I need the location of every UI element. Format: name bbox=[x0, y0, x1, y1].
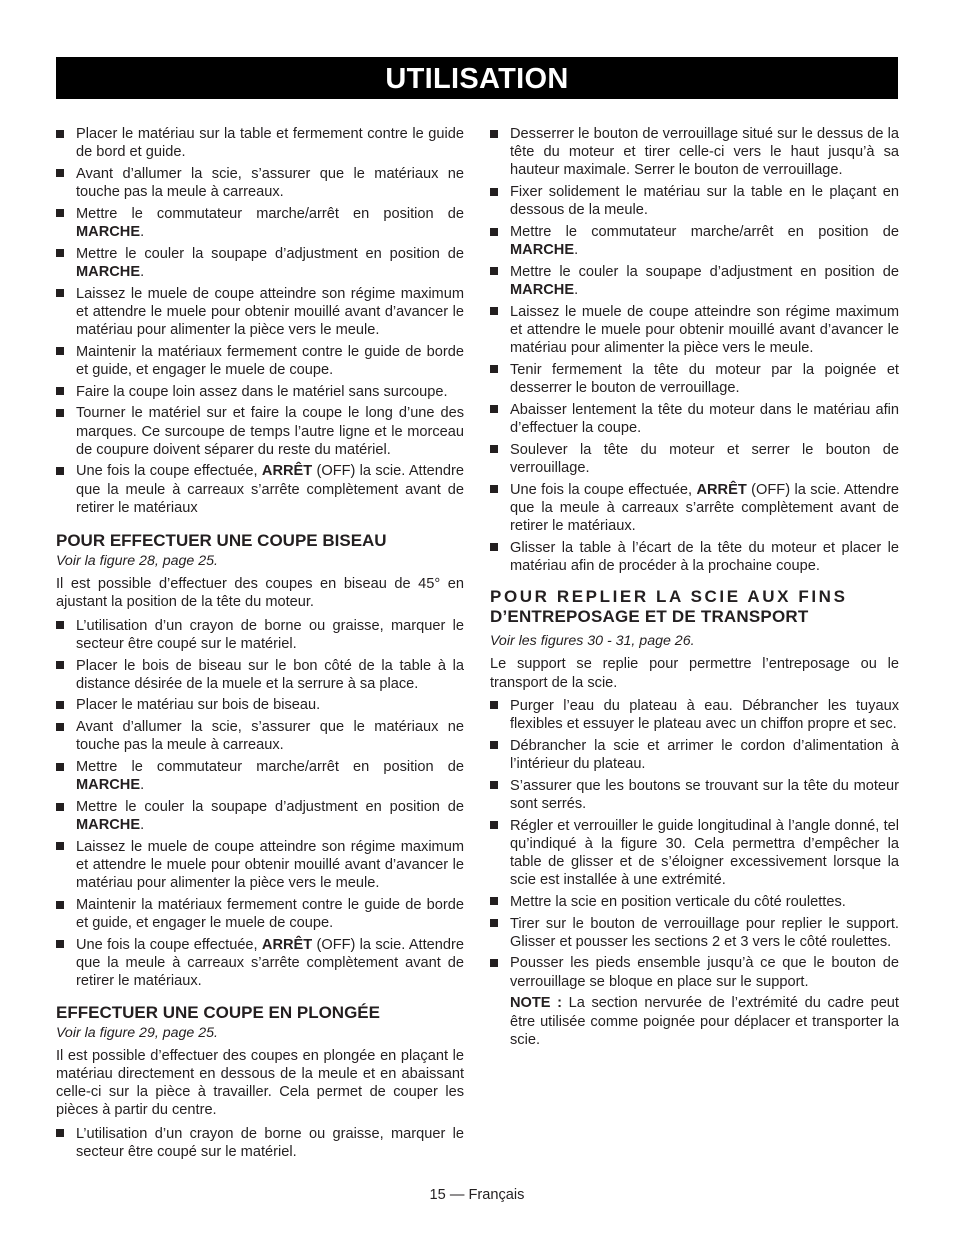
item-text: Une fois la coupe effectuée, bbox=[76, 463, 262, 480]
bullet-list bbox=[56, 617, 464, 991]
square-bullet-icon bbox=[490, 543, 498, 551]
item-text: Débrancher la scie et arrimer le cordon d’alimentation à l’intérieur du plateau. bbox=[510, 737, 899, 772]
list-item bbox=[56, 462, 464, 517]
list-item bbox=[490, 697, 899, 733]
list-item bbox=[490, 361, 899, 397]
section-heading-plongee: EFFECTUER UNE COUPE EN PLONGÉE bbox=[56, 1002, 380, 1022]
bullet-list bbox=[56, 1125, 464, 1161]
item-text: Mettre le couler la soupape d’adjustment en position de bbox=[510, 263, 899, 280]
list-item bbox=[490, 777, 899, 813]
list-item bbox=[56, 205, 464, 241]
square-bullet-icon bbox=[56, 901, 64, 909]
item-text: Laissez le muele de coupe atteindre son régime maximum et attendre le muele pour obtenir mouillé avant d’avancer le matériau pour alimenter la pièce vers le meule. bbox=[76, 838, 464, 892]
square-bullet-icon bbox=[490, 897, 498, 905]
square-bullet-icon bbox=[56, 347, 64, 355]
item-text: Maintenir la matériaux fermement contre le guide de borde et guide, et engager le muele de coupe. bbox=[76, 897, 464, 932]
item-text: Placer le matériau sur la table et fermement contre le guide de bord et guide. bbox=[76, 126, 464, 161]
left-column bbox=[56, 125, 464, 1164]
item-bold-text: MARCHE bbox=[76, 263, 141, 280]
item-text: Fixer solidement le matériau sur la table en le plaçant en dessous de la meule. bbox=[510, 184, 899, 219]
list-item bbox=[490, 539, 899, 575]
square-bullet-icon bbox=[490, 919, 498, 927]
item-text: Mettre la scie en position verticale du côté roulettes. bbox=[510, 893, 846, 910]
page-footer: 15 — Français bbox=[429, 1187, 525, 1203]
note-label: NOTE : bbox=[510, 995, 563, 1012]
list-item bbox=[56, 657, 464, 693]
square-bullet-icon bbox=[56, 409, 64, 417]
list-item bbox=[56, 383, 464, 401]
item-text: L’utilisation d’un crayon de borne ou graisse, marquer le secteur être coupé sur le matériel. bbox=[76, 1125, 464, 1160]
square-bullet-icon bbox=[490, 485, 498, 493]
item-text: Laissez le muele de coupe atteindre son régime maximum et attendre le muele pour obtenir mouillé avant d’avancer le matériau pour alimenter la pièce vers le meule. bbox=[76, 285, 464, 339]
list-item bbox=[490, 817, 899, 890]
square-bullet-icon bbox=[490, 307, 498, 315]
section-heading-line: POUR REPLIER LA SCIE AUX FINS bbox=[490, 587, 848, 607]
item-text: Glisser la table à l’écart de la tête du moteur et placer le matériau afin de procéder à la prochaine coupe. bbox=[510, 539, 899, 574]
square-bullet-icon bbox=[490, 701, 498, 709]
note bbox=[490, 994, 899, 1049]
square-bullet-icon bbox=[490, 741, 498, 749]
list-item bbox=[490, 481, 899, 536]
item-text-after: (OFF) la scie. Attendre que la meule à carreaux s’arrête complètement avant de retirer le matériaux bbox=[76, 463, 464, 516]
list-item bbox=[56, 1125, 464, 1161]
item-text: Soulever la tête du moteur et serrer le bouton de verrouillage. bbox=[510, 441, 899, 476]
item-text: Pousser les pieds ensemble jusqu’à ce que le bouton de verrouillage se bloque en place sur le support. bbox=[510, 955, 899, 990]
list-item bbox=[56, 165, 464, 201]
square-bullet-icon bbox=[56, 763, 64, 771]
item-text: Tirer sur le bouton de verrouillage pour replier le support. Glisser et pousser les sections 2 et 3 vers le côté roulettes. bbox=[510, 915, 899, 950]
list-item bbox=[56, 798, 464, 834]
list-item bbox=[56, 285, 464, 340]
list-item bbox=[490, 401, 899, 437]
list-item bbox=[490, 441, 899, 477]
square-bullet-icon bbox=[490, 821, 498, 829]
list-item bbox=[56, 343, 464, 379]
bullet-list bbox=[490, 125, 899, 575]
square-bullet-icon bbox=[490, 959, 498, 967]
item-text: Tenir fermement la tête du moteur par la poignée et desserrer le bouton de verrouillage. bbox=[510, 361, 899, 397]
list-item bbox=[56, 896, 464, 932]
list-item bbox=[490, 737, 899, 773]
square-bullet-icon bbox=[490, 445, 498, 453]
item-text: Laissez le muele de coupe atteindre son régime maximum et attendre le muele pour obtenir mouillé avant d’avancer le matériau pour alimenter la pièce vers le meule. bbox=[510, 303, 899, 357]
item-text: Régler et verrouiller le guide longitudinal à l’angle donné, tel qu’indiqué à la figure 30. Cela permettra d’empêcher la table de glisser et de s’éloigner excessivement lorsque la scie est installée à une extrémité. bbox=[510, 817, 899, 889]
list-item bbox=[56, 936, 464, 991]
item-text: Maintenir la matériaux fermement contre le guide de borde et guide, et engager le muele de coupe. bbox=[76, 343, 464, 378]
section-intro: Il est possible d’effectuer des coupes en plongée en plaçant le matériau directement en dessous de la meule et en abaissant celle-ci sur la pièce à travailler. Cela permet de couper les pièces à partir du centre. bbox=[56, 1047, 464, 1119]
square-bullet-icon bbox=[490, 781, 498, 789]
item-text: Mettre le commutateur marche/arrêt en position de bbox=[510, 224, 899, 241]
list-item bbox=[490, 303, 899, 358]
square-bullet-icon bbox=[56, 209, 64, 217]
figure-reference: Voir la figure 29, page 25. bbox=[56, 1024, 218, 1041]
list-item bbox=[490, 954, 899, 990]
square-bullet-icon bbox=[490, 365, 498, 373]
list-item bbox=[56, 718, 464, 754]
item-text: Abaisser lentement la tête du moteur dans le matériau afin d’effectuer la coupe. bbox=[510, 401, 899, 437]
item-bold-text: ARRÊT bbox=[261, 463, 313, 480]
figure-reference: Voir la figure 28, page 25. bbox=[56, 553, 218, 570]
item-bold-text: ARRÊT bbox=[261, 936, 313, 953]
item-text: Faire la coupe loin assez dans le matériel sans surcoupe. bbox=[76, 383, 448, 400]
item-text: Une fois la coupe effectuée, bbox=[76, 936, 262, 953]
list-item bbox=[490, 183, 899, 219]
section-heading-line: D’ENTREPOSAGE ET DE TRANSPORT bbox=[490, 607, 809, 627]
item-text: L’utilisation d’un crayon de borne ou graisse, marquer le secteur être coupé sur le matériel. bbox=[76, 617, 464, 652]
item-text-after: . bbox=[140, 777, 145, 794]
item-text: Mettre le commutateur marche/arrêt en position de bbox=[76, 759, 464, 776]
item-text-after: . bbox=[574, 242, 579, 259]
item-bold-text: MARCHE bbox=[510, 282, 575, 299]
bullet-list bbox=[56, 125, 464, 517]
item-text-after: . bbox=[140, 263, 145, 280]
square-bullet-icon bbox=[56, 723, 64, 731]
square-bullet-icon bbox=[490, 130, 498, 138]
item-text: Placer le matériau sur bois de biseau. bbox=[76, 697, 321, 714]
list-item bbox=[490, 125, 899, 180]
section-heading-replier bbox=[490, 587, 899, 627]
item-text: S’assurer que les boutons se trouvant sur la tête du moteur sont serrés. bbox=[510, 777, 899, 812]
square-bullet-icon bbox=[56, 249, 64, 257]
section-heading-biseau: POUR EFFECTUER UNE COUPE BISEAU bbox=[56, 531, 387, 551]
square-bullet-icon bbox=[56, 387, 64, 395]
note-text: La section nervurée de l’extrémité du cadre peut être utilisée comme poignée pour déplacer et transporter la scie. bbox=[510, 995, 899, 1048]
item-bold-text: MARCHE bbox=[76, 224, 141, 241]
item-text: Mettre le commutateur marche/arrêt en position de bbox=[76, 205, 464, 222]
item-text: Une fois la coupe effectuée, bbox=[510, 481, 697, 498]
square-bullet-icon bbox=[490, 228, 498, 236]
square-bullet-icon bbox=[56, 1129, 64, 1137]
item-text: Mettre le couler la soupape d’adjustment en position de bbox=[76, 245, 464, 262]
list-item bbox=[56, 838, 464, 893]
item-text: Desserrer le bouton de verrouillage situé sur le dessus de la tête du moteur et tirer celle-ci vers le haut jusqu’à sa hauteur maximale. Serrer le bouton de verrouillage. bbox=[510, 126, 899, 179]
list-item bbox=[56, 404, 464, 459]
item-text-after: . bbox=[574, 282, 579, 299]
section-intro: Le support se replie pour permettre l’entreposage ou le transport de la scie. bbox=[490, 656, 899, 691]
item-text: Mettre le couler la soupape d’adjustment en position de bbox=[76, 799, 464, 815]
item-text-after: . bbox=[140, 224, 145, 241]
square-bullet-icon bbox=[56, 701, 64, 709]
right-column bbox=[490, 125, 899, 1049]
item-text-after: (OFF) la scie. Attendre que la meule à carreaux s’arrête complètement avant de retirer le matériaux. bbox=[510, 481, 899, 535]
square-bullet-icon bbox=[490, 405, 498, 413]
square-bullet-icon bbox=[56, 130, 64, 138]
square-bullet-icon bbox=[56, 621, 64, 629]
list-item bbox=[490, 223, 899, 259]
item-text: Avant d’allumer la scie, s’assurer que le matériaux ne touche pas la meule à carreaux. bbox=[76, 165, 464, 201]
square-bullet-icon bbox=[56, 467, 64, 475]
square-bullet-icon bbox=[56, 289, 64, 297]
square-bullet-icon bbox=[490, 188, 498, 196]
list-item bbox=[56, 696, 464, 714]
item-text: Avant d’allumer la scie, s’assurer que le matériaux ne touche pas la meule à carreaux. bbox=[76, 719, 464, 754]
list-item bbox=[56, 125, 464, 161]
list-item bbox=[490, 915, 899, 951]
list-item bbox=[56, 245, 464, 281]
page-title: UTILISATION bbox=[56, 57, 898, 99]
item-bold-text: MARCHE bbox=[76, 777, 141, 794]
section-intro: Il est possible d’effectuer des coupes en biseau de 45° en ajustant la position de la tête du moteur. bbox=[56, 576, 464, 611]
list-item bbox=[56, 617, 464, 653]
item-text: Placer le bois de biseau sur le bon côté de la table à la distance désirée de la muele et la serrure à sa place. bbox=[76, 657, 464, 692]
item-bold-text: MARCHE bbox=[510, 242, 575, 259]
figure-reference: Voir les figures 30 - 31, page 26. bbox=[490, 633, 695, 650]
square-bullet-icon bbox=[490, 267, 498, 275]
square-bullet-icon bbox=[56, 169, 64, 177]
item-text-after: . bbox=[140, 817, 145, 834]
square-bullet-icon bbox=[56, 842, 64, 850]
list-item bbox=[56, 758, 464, 794]
item-text: Purger l’eau du plateau à eau. Débrancher les tuyaux flexibles et essuyer le plateau avec un chiffon propre et sec. bbox=[510, 697, 899, 732]
bullet-list bbox=[490, 697, 899, 991]
list-item bbox=[490, 263, 899, 299]
square-bullet-icon bbox=[56, 940, 64, 948]
list-item bbox=[490, 893, 899, 911]
square-bullet-icon bbox=[56, 803, 64, 811]
item-bold-text: MARCHE bbox=[76, 817, 141, 834]
item-text-after: (OFF) la scie. Attendre que la meule à carreaux s’arrête complètement avant de retirer le matériaux. bbox=[76, 936, 464, 990]
square-bullet-icon bbox=[56, 661, 64, 669]
item-bold-text: ARRÊT bbox=[696, 481, 747, 498]
item-text: Tourner le matériel sur et faire la coupe le long d’une des marques. Ce surcoupe de temps l’autre ligne et le morceau de coupure doivent séparer du reste du matériel. bbox=[76, 405, 464, 458]
